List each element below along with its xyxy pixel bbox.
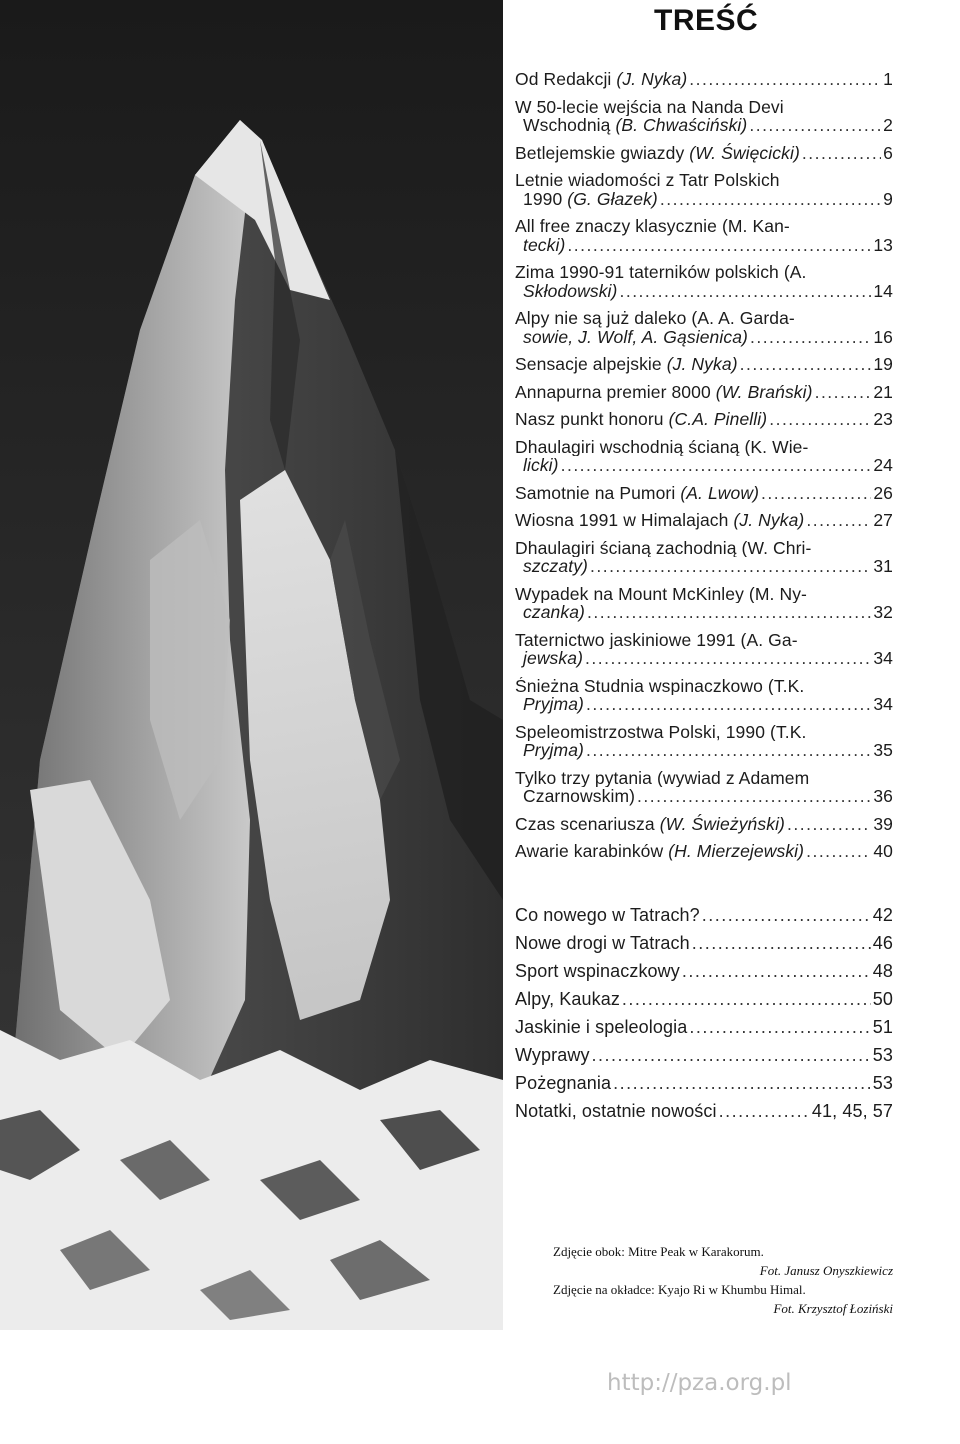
leader-dots <box>567 236 871 255</box>
toc-section <box>515 962 893 981</box>
toc-entry-page: 31 <box>873 556 893 576</box>
photo-caption: Zdjęcie obok: Mitre Peak w Karakorum. <box>553 1244 764 1259</box>
toc-entry-title: Wiosna 1991 w Himalajach <box>515 510 734 530</box>
toc-entry-page: 21 <box>873 381 893 402</box>
toc-section-title: Pożegnania <box>515 1073 612 1093</box>
toc-entry-author: Pryjma) <box>523 740 584 760</box>
leader-dots <box>561 456 872 475</box>
toc-section-title: Jaskinie i speleologia <box>515 1017 688 1037</box>
toc-entry-line: Śnieżna Studnia wspinaczkowo (T.K. <box>515 676 805 695</box>
toc-entry-page: 32 <box>873 602 893 622</box>
leader-dots <box>622 990 871 1009</box>
toc-entry-author: (A. Lwow) <box>680 482 760 503</box>
mountain-photo <box>0 0 503 1330</box>
toc-entry-line: Tylko trzy pytania (wywiad z Adamem <box>515 768 810 787</box>
toc-entry-author: jewska) <box>523 648 584 668</box>
toc-section <box>515 1046 893 1065</box>
leader-dots <box>590 557 871 576</box>
leader-dots <box>682 962 871 981</box>
toc-section <box>515 1074 893 1093</box>
toc-section-page: 53 <box>872 1073 893 1093</box>
leader-dots <box>761 484 871 503</box>
toc-entry-title: 1990 <box>523 188 568 209</box>
toc-entry-page: 35 <box>873 740 893 760</box>
leader-dots <box>587 603 871 622</box>
toc-section <box>515 1018 893 1037</box>
toc-entry-author: (H. Mierzejewski) <box>668 841 805 861</box>
toc-section-title: Sport wspinaczkowy <box>515 961 680 981</box>
toc-entry-page: 16 <box>873 326 893 347</box>
toc-entry-title: Czas scenariusza <box>515 813 660 834</box>
toc-entry <box>515 484 893 503</box>
toc-section-page: 51 <box>872 1017 893 1037</box>
toc-articles <box>515 70 893 870</box>
toc-entry <box>515 769 893 806</box>
toc-entry <box>515 263 893 300</box>
toc-entry-page: 34 <box>873 648 893 668</box>
toc-entry-page: 23 <box>873 409 893 429</box>
toc-section-page: 41, 45, 57 <box>811 1101 893 1121</box>
toc-entry-page: 6 <box>883 142 893 163</box>
toc-entry-title: Annapurna premier 8000 <box>515 381 716 402</box>
toc-entry-page: 24 <box>873 455 893 475</box>
toc-entry-author: (W. Święcicki) <box>689 142 800 163</box>
leader-dots <box>613 1074 871 1093</box>
toc-entry-line: Zima 1990-91 taterników polskich (A. <box>515 263 807 282</box>
toc-entry-author: (B. Chwaściński) <box>615 115 748 135</box>
toc-entry-author: sowie, J. Wolf, A. Gąsienica) <box>523 326 748 347</box>
toc-entry-page: 40 <box>873 841 893 861</box>
toc-entry-author: Pryjma) <box>523 694 584 714</box>
toc-entry-line: Taternictwo jaskiniowe 1991 (A. Ga- <box>515 630 798 649</box>
toc-entry-author: licki) <box>523 455 559 475</box>
leader-dots <box>586 695 871 714</box>
toc-entry-page: 39 <box>873 813 893 834</box>
toc-entry-page: 19 <box>873 354 893 374</box>
toc-entry-page: 34 <box>873 694 893 714</box>
leader-dots <box>692 934 871 953</box>
toc-entry <box>515 144 893 163</box>
toc-entry-title: Samotnie na Pumori <box>515 482 681 503</box>
leader-dots <box>806 842 871 861</box>
leader-dots <box>637 787 871 806</box>
leader-dots <box>619 282 871 301</box>
toc-entry-line: All free znaczy klasycznie (M. Kan- <box>515 217 790 236</box>
toc-entry <box>515 842 893 861</box>
toc-entry-title: Awarie karabinków <box>515 841 669 861</box>
toc-entry <box>515 677 893 714</box>
toc-entry <box>515 723 893 760</box>
toc-sections <box>515 906 893 1130</box>
leader-dots <box>740 355 872 374</box>
toc-entry <box>515 98 893 135</box>
toc-entry-author: (J. Nyka) <box>616 69 688 89</box>
toc-entry <box>515 309 893 346</box>
toc-section-page: 48 <box>872 961 893 981</box>
toc-entry <box>515 631 893 668</box>
toc-entry-title: Wschodnią <box>523 115 616 135</box>
toc-entry-line: Wypadek na Mount McKinley (M. Ny- <box>515 584 807 603</box>
leader-dots <box>815 383 872 402</box>
toc-entry-author: Skłodowski) <box>523 280 618 301</box>
leader-dots <box>592 1046 871 1065</box>
toc-section-page: 42 <box>872 905 893 925</box>
leader-dots <box>586 741 871 760</box>
toc-entry-page: 27 <box>873 510 893 530</box>
toc-entry <box>515 171 893 208</box>
toc-entry <box>515 410 893 429</box>
toc-section <box>515 906 893 925</box>
toc-section-title: Nowe drogi w Tatrach <box>515 933 690 953</box>
toc-entry-line: Speleomistrzostwa Polski, 1990 (T.K. <box>515 722 807 741</box>
toc-entry-author: (J. Nyka) <box>733 510 805 530</box>
leader-dots <box>719 1102 810 1121</box>
toc-entry-line: Dhaulagiri ścianą zachodnią (W. Chri- <box>515 538 812 557</box>
leader-dots <box>689 70 881 89</box>
leader-dots <box>787 815 871 834</box>
toc-entry-title: Sensacje alpejskie <box>515 354 667 374</box>
leader-dots <box>702 906 871 925</box>
toc-entry-author: (C.A. Pinelli) <box>668 409 768 429</box>
toc-entry-author: (J. Nyka) <box>666 354 738 374</box>
toc-section-title: Co nowego w Tatrach? <box>515 905 700 925</box>
toc-entry-page: 36 <box>873 786 893 806</box>
toc-entry-author: (W. Świeżyński) <box>659 813 785 834</box>
leader-dots <box>750 328 871 347</box>
toc-entry-page: 9 <box>883 188 893 209</box>
page-title: TREŚĆ <box>654 4 759 37</box>
toc-section-page: 50 <box>872 989 893 1009</box>
toc-entry-line: W 50-lecie wejścia na Nanda Devi <box>515 97 784 116</box>
leader-dots <box>689 1018 870 1037</box>
toc-entry-line: Letnie wiadomości z Tatr Polskich <box>515 171 780 190</box>
toc-entry-line: Alpy nie są już daleko (A. A. Garda- <box>515 309 795 328</box>
source-url: http://pza.org.pl <box>607 1370 792 1396</box>
mountain-peak-photo <box>0 0 503 1330</box>
toc-section-page: 53 <box>872 1045 893 1065</box>
toc-section-title: Wyprawy <box>515 1045 590 1065</box>
toc-section <box>515 934 893 953</box>
toc-section-title: Alpy, Kaukaz <box>515 989 620 1009</box>
toc-entry-title: Czarnowskim) <box>523 786 636 806</box>
toc-section-page: 46 <box>872 933 893 953</box>
leader-dots <box>749 116 881 135</box>
toc-entry <box>515 70 893 89</box>
leader-dots <box>806 511 871 530</box>
cover-credit: Fot. Krzysztof Łoziński <box>773 1301 893 1316</box>
leader-dots <box>660 190 881 209</box>
toc-entry-title: Betlejemskie gwiazdy <box>515 142 690 163</box>
toc-entry-page: 26 <box>873 482 893 503</box>
toc-entry <box>515 355 893 374</box>
toc-entry <box>515 438 893 475</box>
toc-entry-page: 13 <box>873 234 893 255</box>
toc-entry-line: Dhaulagiri wschodnią ścianą (K. Wie- <box>515 437 809 456</box>
toc-entry-author: czanka) <box>523 602 585 622</box>
toc-entry-author: tecki) <box>523 234 566 255</box>
toc-entry-author: szczaty) <box>523 556 588 576</box>
toc-section <box>515 1102 893 1121</box>
toc-entry <box>515 511 893 530</box>
leader-dots <box>585 649 871 668</box>
toc-entry <box>515 383 893 402</box>
toc-entry-title: Od Redakcji <box>515 69 617 89</box>
toc-entry <box>515 815 893 834</box>
toc-entry-author: (W. Brański) <box>715 381 813 402</box>
toc-entry-page: 14 <box>873 280 893 301</box>
toc-entry <box>515 585 893 622</box>
toc-entry <box>515 217 893 254</box>
toc-entry-page: 1 <box>883 69 893 89</box>
leader-dots <box>802 144 881 163</box>
toc-entry-author: (G. Głazek) <box>567 188 658 209</box>
photo-credit: Fot. Janusz Onyszkiewicz <box>759 1263 893 1278</box>
toc-entry-page: 2 <box>883 115 893 135</box>
toc-entry-title: Nasz punkt honoru <box>515 409 669 429</box>
leader-dots <box>769 410 871 429</box>
toc-entry <box>515 539 893 576</box>
cover-caption: Zdjęcie na okładce: Kyajo Ri w Khumbu Himal. <box>553 1282 806 1297</box>
photo-captions <box>553 1242 893 1318</box>
toc-section <box>515 990 893 1009</box>
toc-section-title: Notatki, ostatnie nowości <box>515 1101 717 1121</box>
